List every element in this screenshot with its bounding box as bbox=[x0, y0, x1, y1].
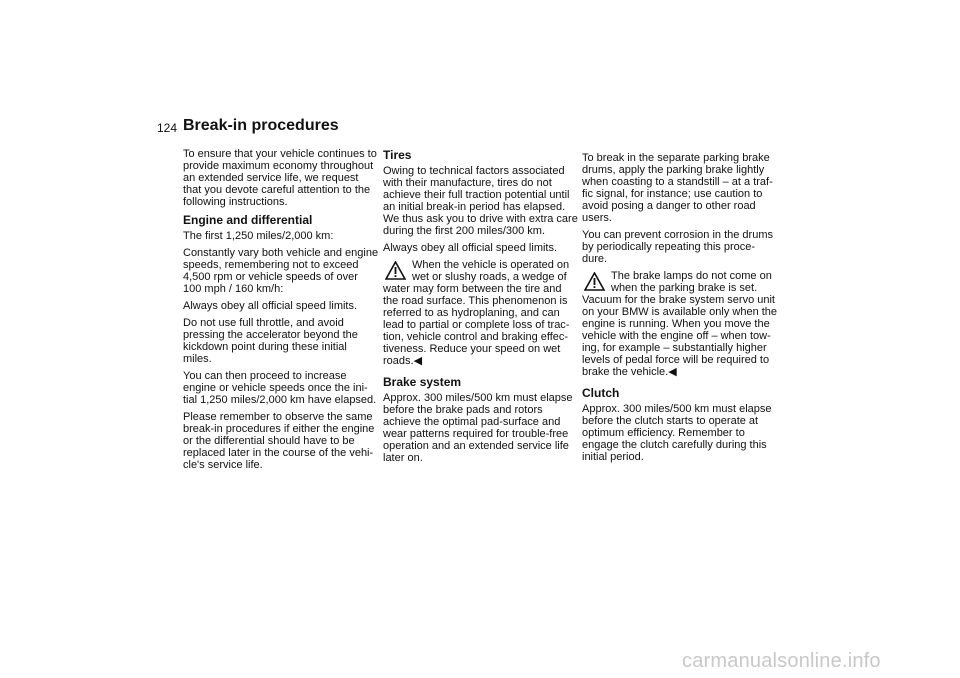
warning-text: When the vehicle is operated on wet or slushy roads, a wedge of water may form between the tire and the road surface. This phenomenon is referred to as hydroplaning, and can lead to partial or complete loss of trac- tion, vehicle control and braking effec- tiveness. Reduce your speed on wet roads.◀ bbox=[383, 259, 570, 367]
warning-triangle-icon bbox=[584, 272, 605, 291]
warning-text: The brake lamps do not come on when the parking brake is set. Vacuum for the brake system servo unit on your BMW is available only when the engine is running. When you move the vehicle with the engine off – when tow- ing, for example – substantially higher levels of pedal force will be required to brake the vehicle.◀ bbox=[582, 270, 778, 378]
column-3 bbox=[582, 152, 779, 468]
heading-tires: Tires bbox=[383, 148, 412, 162]
paragraph: You can prevent corrosion in the drums by periodically repeating this proce- dure. bbox=[582, 229, 773, 265]
heading-brake-system: Brake system bbox=[383, 375, 462, 389]
paragraph: Please remember to observe the same break-in procedures if either the engine or the differential should have to be replaced later in the course of the vehi- cle's service life. bbox=[183, 411, 375, 471]
column-2 bbox=[383, 148, 580, 469]
page-number: 124 bbox=[157, 121, 178, 135]
intro-paragraph: To ensure that your vehicle continues to provide maximum economy throughout an extended service life, we request that you devote careful attention to the following instructions. bbox=[183, 148, 377, 208]
paragraph: Do not use full throttle, and avoid pressing the accelerator beyond the kickdown point during these initial miles. bbox=[183, 317, 358, 365]
paragraph: Owing to technical factors associated with their manufacture, tires do not achieve their full traction potential until an initial break-in period has elapsed. We thus ask you to drive with extra care during the first 200 miles/300 km. bbox=[383, 165, 578, 237]
page-title: Break-in procedures bbox=[183, 117, 339, 134]
paragraph: Approx. 300 miles/500 km must elapse before the brake pads and rotors achieve the optimal pad-surface and wear patterns required for trouble-free operation and an extended service life later on. bbox=[383, 392, 573, 464]
paragraph: Approx. 300 miles/500 km must elapse before the clutch starts to operate at optimum efficiency. Remember to engage the clutch carefully during this initial period. bbox=[582, 403, 772, 463]
warning-note-brake-lamps bbox=[582, 270, 779, 378]
paragraph: To break in the separate parking brake drums, apply the parking brake lightly when coasting to a standstill – at a traf- fic signal, for instance; use caution to avoid posing a danger to other road users. bbox=[582, 152, 773, 224]
paragraph: The first 1,250 miles/2,000 km: bbox=[183, 230, 334, 242]
paragraph: Constantly vary both vehicle and engine speeds, remembering not to exceed 4,500 rpm or vehicle speeds of over 100 mph / 160 km/h: bbox=[183, 247, 379, 295]
heading-engine-differential: Engine and differential bbox=[183, 213, 313, 227]
warning-note-hydroplaning bbox=[383, 259, 580, 367]
paragraph: You can then proceed to increase engine or vehicle speeds once the ini- tial 1,250 miles/2,000 km have elapsed. bbox=[183, 370, 377, 406]
heading-clutch: Clutch bbox=[582, 386, 620, 400]
paragraph: Always obey all official speed limits. bbox=[183, 300, 358, 312]
warning-triangle-icon bbox=[385, 261, 406, 280]
watermark-link[interactable]: carmanualsonline.info bbox=[682, 650, 881, 672]
column-1 bbox=[183, 148, 380, 476]
paragraph: Always obey all official speed limits. bbox=[383, 242, 558, 254]
